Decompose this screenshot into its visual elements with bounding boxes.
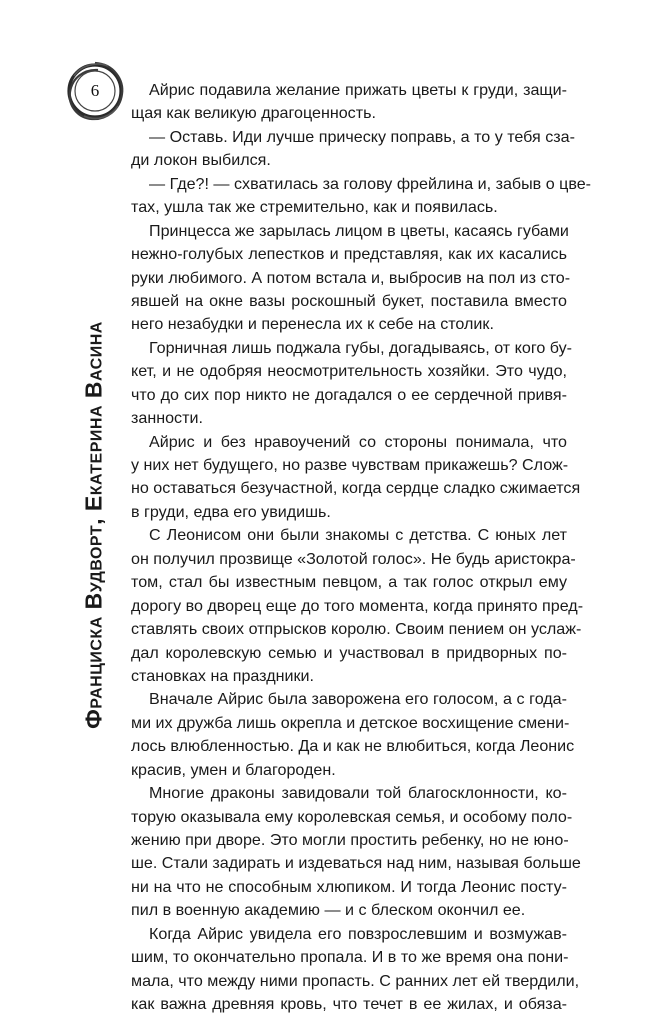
text-line: ни на что не способным хлюпиком. И тогда Леонис посту- — [131, 877, 567, 896]
body-text — [131, 79, 592, 1017]
text-line: нежно-голубых лепестков и представляя, как их касались — [131, 245, 567, 264]
text-line: руки любимого. А потом встала и, выбросив на пол из сто- — [131, 268, 571, 287]
text-line: Айрис подавила желание прижать цветы к груди, защи- — [149, 81, 567, 99]
text-line: что до сих пор никто не догадался о ее сердечной привя- — [131, 385, 567, 404]
text-line: С Леонисом они были знакомы с детства. С юных лет — [149, 526, 567, 545]
text-line: Многие драконы завидовали той благосклонности, ко- — [149, 784, 567, 803]
text-line: лось влюбленностью. Да и как не влюбиться, когда Леонис — [131, 737, 575, 756]
text-line: щая как великую драгоценность. — [131, 104, 376, 123]
text-line: ми их дружба лишь окрепла и детское восхищение смени- — [131, 713, 570, 732]
text-line: — Где?! — схватилась за голову фрейлина и, забыв о цве- — [149, 174, 592, 193]
text-line: у них нет будущего, но разве чувствам прикажешь? Слож- — [131, 456, 569, 474]
text-line: Айрис и без нравоучений со стороны понимала, что — [149, 432, 567, 451]
text-line: кет, и не одобряя неосмотрительность хозяйки. Это чудо, — [131, 362, 567, 381]
text-line: Вначале Айрис была заворожена его голосом, а с года- — [149, 690, 567, 709]
text-line: красив, умен и благороден. — [131, 760, 336, 779]
text-line: дорогу во дворец еще до того момента, когда принято пред- — [131, 596, 584, 615]
text-line: жению при дворе. Это могли простить ребенку, но не юно- — [131, 831, 569, 849]
text-line: но оставаться безучастной, когда сердце сладко сжимается — [131, 479, 581, 498]
text-line: Принцесса же зарылась лицом в цветы, касаясь губами — [149, 221, 569, 240]
text-line: него незабудки и перенесла их к себе на столик. — [131, 315, 494, 334]
page-number-badge — [62, 58, 128, 124]
text-line: пил в военную академию — и с блеском окончил ее. — [131, 901, 526, 920]
text-line: Горничная лишь поджала губы, догадываясь, от кого бу- — [149, 338, 573, 357]
text-line: как важна древняя кровь, что течет в ее жилах, и обяза- — [131, 995, 567, 1014]
text-line: ди локон выбился. — [131, 151, 271, 170]
text-line: шим, то окончательно пропала. И в то же время она пони- — [131, 948, 569, 967]
text-line: дал королевскую семью и участвовал в придворных по- — [131, 643, 567, 662]
text-line: занности. — [131, 409, 203, 428]
text-line: ставлять своих отпрысков королю. Своим пением он услаж- — [131, 620, 582, 639]
text-line: в груди, едва его увидишь. — [131, 502, 331, 521]
text-line: ше. Стали задирать и издеваться над ним, называя больше — [131, 854, 581, 873]
page-number: 6 — [90, 81, 100, 100]
text-line: он получил прозвище «Золотой голос». Не будь аристокра- — [131, 549, 576, 568]
text-line: мала, что между ними пропасть. С ранних лет ей твердили, — [131, 971, 580, 990]
text-line: становках на праздники. — [131, 666, 314, 685]
text-line: явшей на окне вазы роскошный букет, поставила вместо — [131, 291, 567, 310]
authors-label: Франциска Вудворт, Екатерина Васина — [80, 321, 107, 729]
text-line: Когда Айрис увидела его повзрослевшим и возмужав- — [149, 924, 567, 943]
running-head-authors — [74, 130, 114, 920]
text-line: торую оказывала ему королевская семья, и особому поло- — [131, 807, 573, 826]
text-line: тах, ушла так же стремительно, как и появилась. — [131, 198, 498, 217]
text-line: том, стал бы известным певцом, а так голос открыл ему — [131, 573, 567, 592]
text-line: — Оставь. Иди лучше прическу поправь, а то у тебя сза- — [149, 127, 575, 146]
